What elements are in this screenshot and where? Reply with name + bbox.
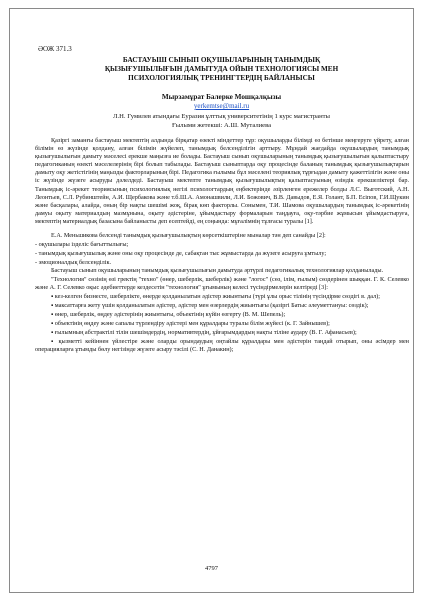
affiliation-line: Л.Н. Гумилев атындағы Еуразия ұлттық университетінің 1 курс магистранты: [113, 113, 330, 120]
udc-code: ӘОЖ 371.3: [38, 45, 72, 53]
title-line: ҚЫЗЫҒУШЫЛЫҒЫН ДАМЫТУДА ОЙЫН ТЕХНОЛОГИЯСЫ МЕН: [104, 65, 339, 73]
affiliation: [50, 113, 393, 130]
supervisor-line: Ғылыми жетекші: А.Ш. Муталиева: [171, 121, 272, 129]
title-line: БАСТАУЫШ СЫНЫП ОҚУШЫЛАРЫНЫҢ ТАНЫМДЫҚ: [122, 56, 321, 64]
list-item: - оқушылары ізделіс бағыттылығы;: [35, 241, 129, 249]
title-line: ПСИХОЛОГИЯЛЫҚ ТРЕНИНГТЕРДІҢ БАЙЛАНЫСЫ: [128, 74, 315, 82]
body-paragraph: Е.А. Меньшикова белсенді танымдық қызығушылықтың көрсеткіштеріне мыналар тән деп санайды [2]:: [51, 232, 326, 240]
article-title: [50, 56, 393, 83]
page-number: 4797: [205, 565, 218, 572]
body-paragraph: Қазіргі заманғы бастауыш мектептің алдында бірқатар өзекті міндеттер тұр: оқушыларды білімді өз бетінше меңгеруге үйрету, алған білімін өз жүзінде қолдану, алған білімін жүйелеп, танымдық белсенділігін арттыру. Мұндай жағдайда оқушылардың танымдық қызығушылығын дамыту мәселесі ерекше маңызға ие болады. Бастауыш сынып оқушыларының танымдық қызығушылығын қалыптастыру педагогиканың өзекті мәселелерінің бірі болып табылады. Бастауыш сыныптарда оқу процесінде баланың танымдық қызығушылықтарын дамыту оқу жетістігінің маңызды факторларының бірі. Педагогика ғылымы бұл мәселені теориялық тұрғыдан дамыту қажеттілігін және оны іс жүзінде жүзеге асыруды дәлелдеді. Бастауыш мектепте танымдық қызығушылықтың қалыптасуының өзіндік ерекшеліктері бар. Танымдық іс-әрекет теориясының психологиялық негізі психологтардың еңбектерінде әзірленген ережелер болды Л.С. Выготский, А.Н. Леонтьев, С.Л. Рубинштейн, А.И. Щербакова және т.б.Ш.А. Амонашвили, Л.И. Божович, В.В. Давыдов, Е.Я. Голант, Б.П. Есіпов, Г.И.Щукин және басқалары, алайда, оның бір нақты шешімі жоқ, бірақ көп факторлы. Сонымен, Т.И. Шамова оқушылардың танымдық іс-әрекетінің дамуы оқыту материалдың мазмұнына, оқыту әдістеріне, ұйымдастыру формаларын таңдауға, оқу-тәрбие жұмысын ұйымдастыруға, мектептің материалдық базасына байланысты деп есептейді, ең соңында: мұғалімнің тұлғасы туралы [1].: [35, 137, 409, 225]
author-email-link[interactable]: yerkemtse@mail.ru: [193, 102, 250, 110]
body-paragraph: Бастауыш сынып оқушыларының танымдық қызығушылығын дамытуда әртүрлі педагогикалық технологиялар қолданылады.: [51, 267, 384, 275]
list-item: - эмоционалдық белсенділік.: [35, 259, 111, 267]
article-body: [35, 137, 409, 354]
bullet-item: ▪ кез-келген бизнесте, шеберлікте, өнерде қолданылатын әдістер жиынтығы (түрі ұлы орыс тілінің түсіндірме сөздігі в. дал);: [51, 292, 380, 300]
bullet-item: ▪ объектінің өңдеу және сапалы түрлендіру әдістері мен құралдары туралы білім жүйесі (к. Г. Зайнышев);: [51, 319, 330, 327]
author-name: Мырзамұрат Балерке Мошқалқызы: [161, 93, 282, 101]
list-item: - танымдық қызығушылық және оны оқу процесінде де, сабақтан тыс жұмыстарда да жүзеге асыруға ұмтылу;: [35, 250, 327, 258]
author-email-line: [50, 102, 393, 111]
document-page: [9, 8, 414, 593]
bullet-item: ▪ қызметті кейіннен үйлестіре және оларды орындаудың оңтайлы құралдары мен әдістерін таңдай отырып, оны әсімдер мен операцияларға ұтымды бөлу негізінде жүзеге асыру тәсілі (С. Н. Данакин);: [35, 338, 409, 354]
bullet-item: ▪ максаттарға жету үшін қолданылатын әдістер, әдістер мен өзерлердің жиынтығы (қазіргі Батыс әлеуметтануы: сөздік);: [51, 301, 369, 309]
bullet-item: ▪ өнер, шеберлік, өңдеу әдістерінің жиынтығы, объектінің күйін өзгерту (В. М. Шепель);: [51, 310, 286, 318]
bullet-item: ▪ ғылымның абстрактілі тілін шешімдердің, нормативтердің, ұйғарымдардың нақты тіліне аудару (В. Г. Афанасьев);: [51, 329, 357, 337]
body-paragraph: "Технология" сөзінің өзі гректің "техно" (өнер, шеберлік, шеберлік) және "логос" (сөз, ілім, ғылым) сөздерінен шыққан. Г. К. Селевко және А. Г. Селевко оқыс әдебиеттерде кездесетін "технология" ұғымының келесі түсіндірмелерін келтіреді [3]:: [35, 275, 409, 291]
